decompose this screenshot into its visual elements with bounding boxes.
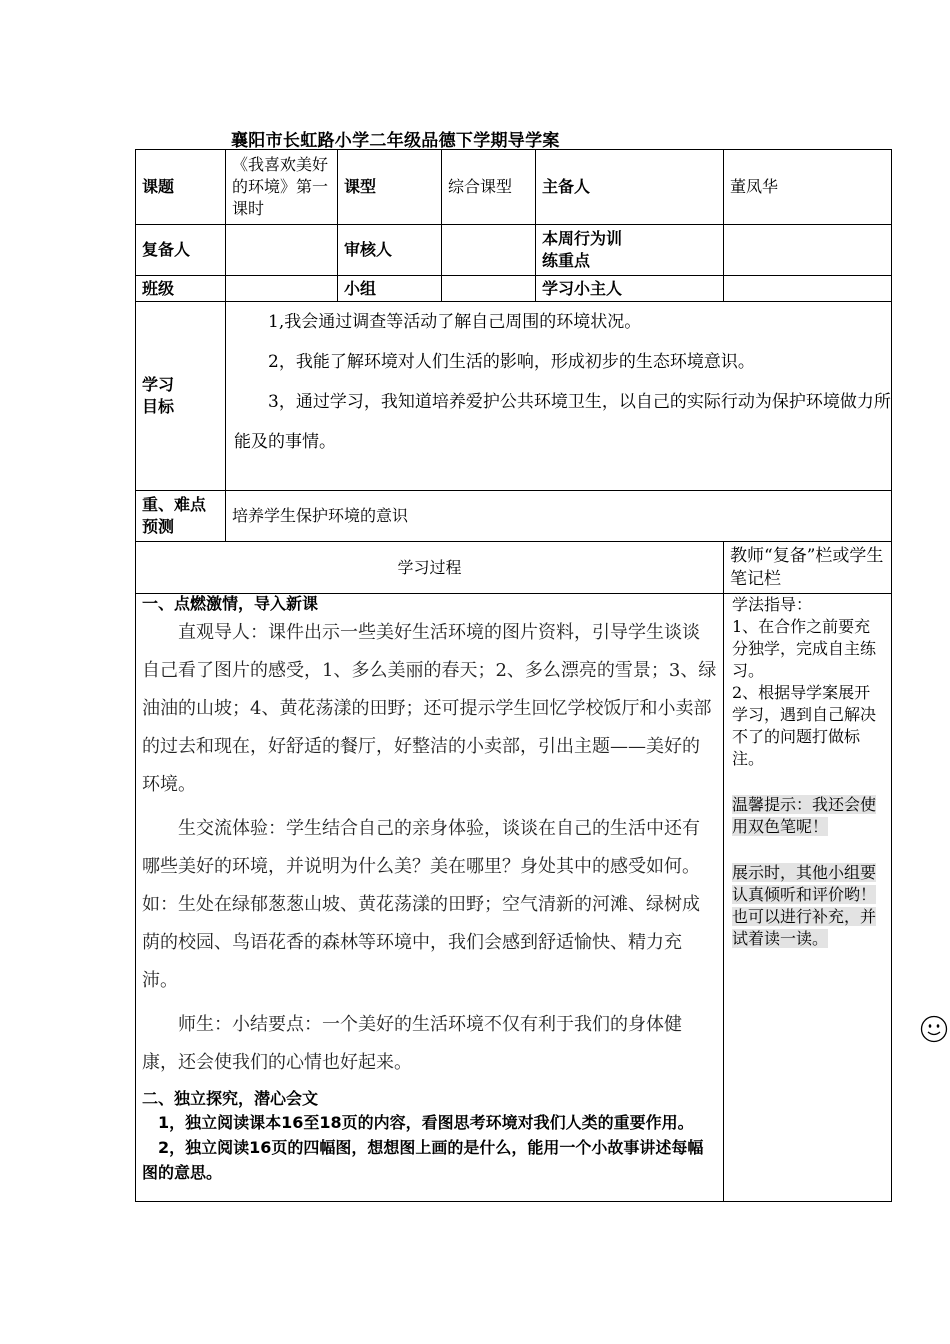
goal-item: 1,我会通过调查等活动了解自己周围的环境状况。 [268,312,642,332]
copreparer-value [226,225,338,276]
guide-item: 2、根据导学案展开学习，遇到自己解决不了的问题打做标注。 [732,683,877,768]
key-points-label-text: 重、难点预测 [142,495,207,536]
guide-item: 1、在合作之前要充分独学，完成自主练习。 [732,617,877,680]
section2-title: 二、独立探究，潜心会文 [142,1089,319,1108]
goals-row [136,302,892,491]
behavior-focus-label [536,225,724,276]
section1-title: 一、点燃激情，导入新课 [142,594,319,613]
key-points-label [136,491,226,542]
goals-content [226,302,892,491]
notes-content [724,594,892,1202]
section1-paragraph: 直观导人：课件出示一些美好生活环境的图片资料，引导学生谈谈自己看了图片的感受，1、多么美丽的春天；2、多么漂亮的雪景；3、绿油油的山坡；4、黄花荡漾的田野；还可提示学生回忆学校饭厅和小卖部的过去和现在，好舒适的餐厅，好整洁的小卖部，引出主题——美好的环境。 [142,622,717,795]
preparer-label: 主备人 [536,150,724,225]
process-header-row [136,542,892,594]
behavior-focus-text: 本周行为训练重点 [542,229,623,270]
class-value [226,276,338,302]
notes-header: 教师“复备”栏或学生笔记栏 [724,542,892,594]
process-content [136,594,724,1202]
host-value [724,276,892,302]
goals-label-text: 学习目标 [142,375,175,416]
topic-label: 课题 [136,150,226,225]
guide-title: 学法指导： [732,595,813,614]
key-points-row [136,491,892,542]
copreparer-label: 复备人 [136,225,226,276]
process-row [136,594,892,1202]
type-value: 综合课型 [442,150,536,225]
section1-paragraph: 生交流体验：学生结合自己的亲身体验，谈谈在自己的生活中还有哪些美好的环境，并说明为什么美？美在哪里？身处其中的感受如何。如：生处在绿郁葱葱山坡、黄花荡漾的田野；空气清新的河滩、绿树成荫的校园、鸟语花香的森林等环境中，我们会感到舒适愉快、精力充沛。 [142,818,700,991]
lesson-plan-table [135,149,892,1202]
host-label: 学习小主人 [536,276,724,302]
behavior-focus-value [724,225,892,276]
info-row-3 [136,276,892,302]
goal-item: 2，我能了解环境对人们生活的影响，形成初步的生态环境意识。 [268,352,755,372]
section2-item: 2，独立阅读16页的四幅图，想想图上画的是什么，能用一个小故事讲述每幅图的意思。 [142,1138,704,1182]
info-row-1 [136,150,892,225]
class-label: 班级 [136,276,226,302]
display-tip-text: 展示时，其他小组要认真倾听和评价哟！也可以进行补充，并试着读一读。 [732,863,877,948]
process-header: 学习过程 [136,542,724,594]
goal-item: 3，通过学习，我知道培养爱护公共环境卫生，以自己的实际行动为保护环境做力所能及的事情。 [234,392,891,452]
preparer-value: 董凤华 [724,150,892,225]
key-points-value: 培养学生保护环境的意识 [226,491,892,542]
type-label: 课型 [338,150,442,225]
info-row-2 [136,225,892,276]
section1-paragraph: 师生：小结要点：一个美好的生活环境不仅有利于我们的身体健康，还会使我们的心情也好起来。 [142,1014,682,1073]
group-label: 小组 [338,276,442,302]
group-value [442,276,536,302]
reviewer-value [442,225,536,276]
document-title: 襄阳市长虹路小学二年级品德下学期导学案 [231,131,560,151]
smiley-face-icon [920,1015,948,1043]
goals-label [136,302,226,491]
topic-value: 《我喜欢美好的环境》第一课时 [226,150,338,225]
section2-item: 1，独立阅读课本16至18页的内容，看图思考环境对我们人类的重要作用。 [158,1113,694,1132]
reviewer-label: 审核人 [338,225,442,276]
tip-text: 温馨提示：我还会使用双色笔呢！ [732,795,877,836]
